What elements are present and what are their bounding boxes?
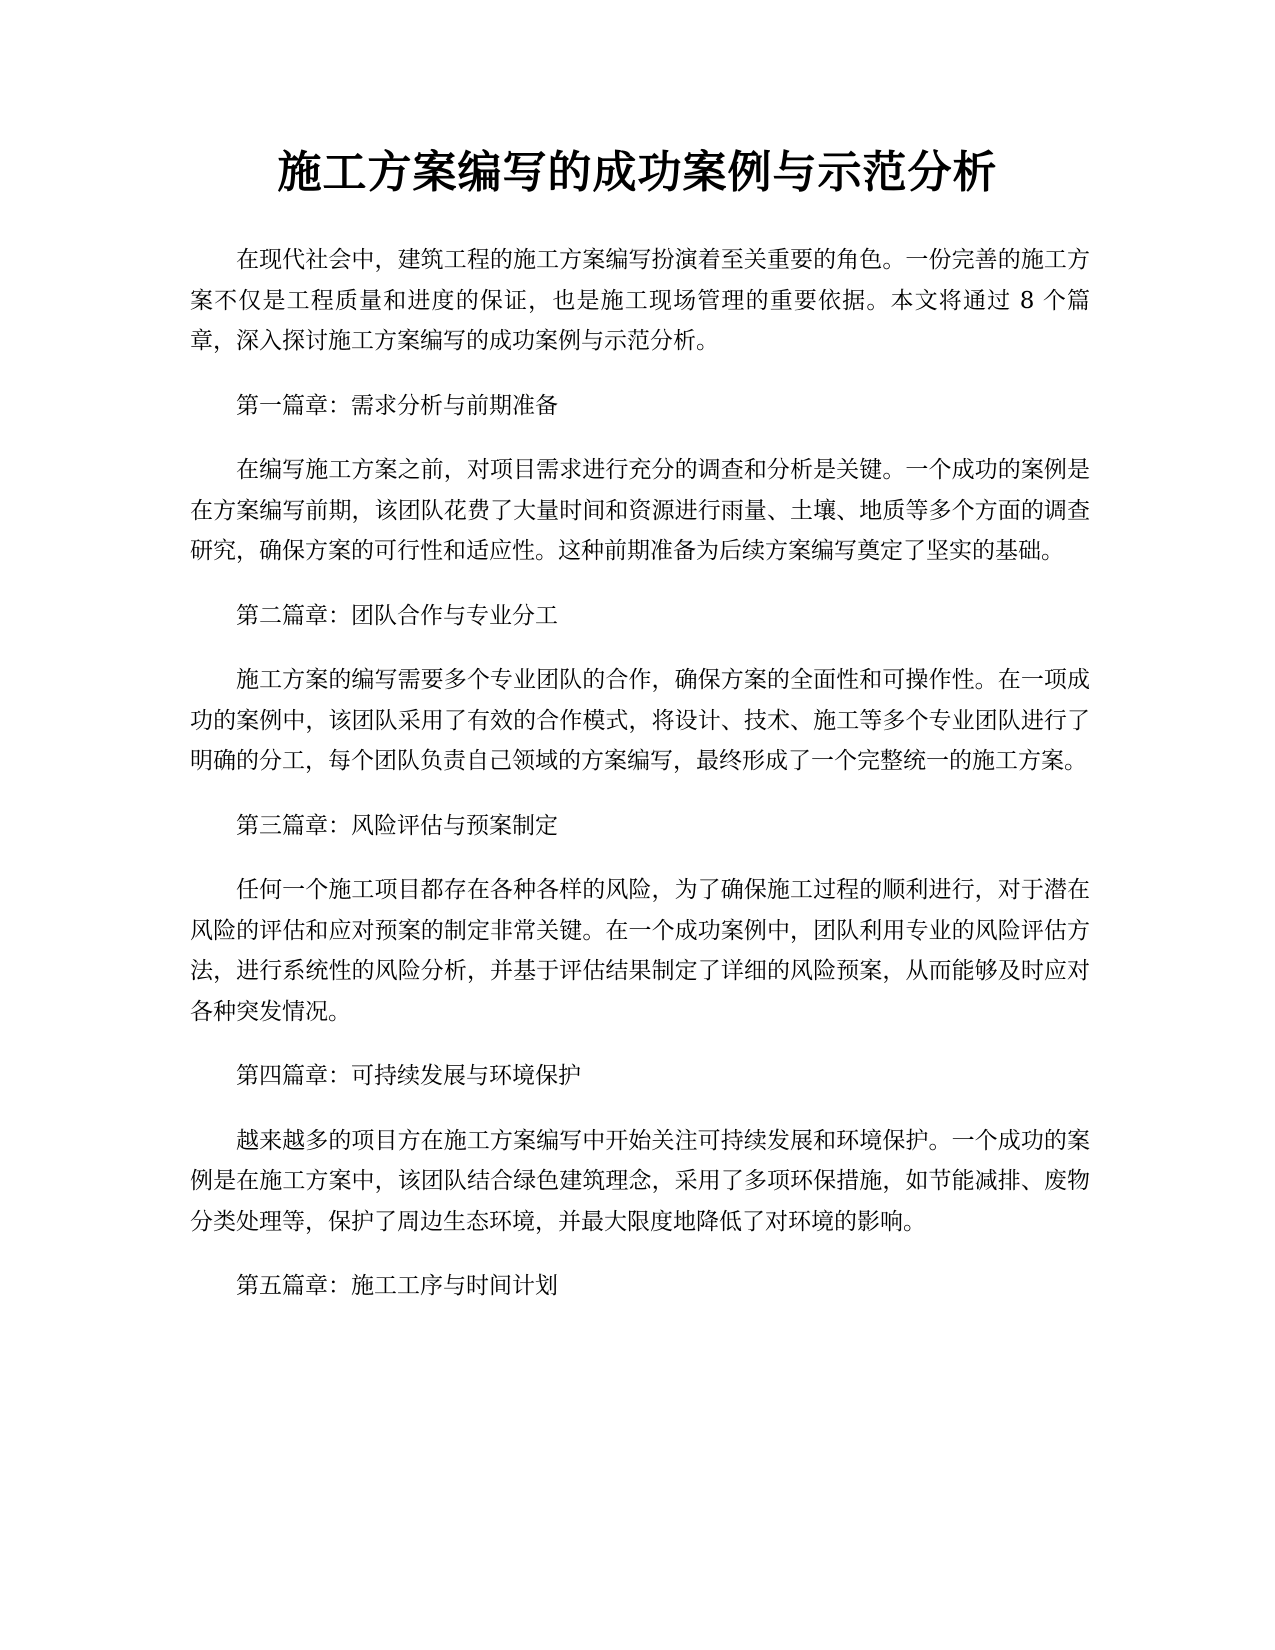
section-paragraph: 施工方案的编写需要多个专业团队的合作，确保方案的全面性和可操作性。在一项成功的案例中，该团队采用了有效的合作模式，将设计、技术、施工等多个专业团队进行了明确的分工，每个团队负责自己领域的方案编写，最终形成了一个完整统一的施工方案。 [190, 667, 1090, 774]
section-heading: 第四篇章：可持续发展与环境保护 [236, 1063, 581, 1089]
section-heading: 第一篇章：需求分析与前期准备 [236, 392, 558, 419]
document-title: 施工方案编写的成功案例与示范分析 [277, 147, 998, 198]
section-heading: 第三篇章：风险评估与预案制定 [236, 812, 558, 839]
section-paragraph: 在编写施工方案之前，对项目需求进行充分的调查和分析是关键。一个成功的案例是在方案编写前期，该团队花费了大量时间和资源进行雨量、土壤、地质等多个方面的调查研究，确保方案的可行性和适应性。这种前期准备为后续方案编写奠定了坚实的基础。 [190, 457, 1090, 564]
document-body [190, 240, 1090, 1331]
intro-paragraph: 在现代社会中，建筑工程的施工方案编写扮演着至关重要的角色。一份完善的施工方案不仅是工程质量和进度的保证，也是施工现场管理的重要依据。本文将通过 8 个篇章，深入探讨施工方案编写的成功案例与示范分析。 [190, 247, 1090, 354]
section-heading: 第二篇章：团队合作与专业分工 [236, 602, 558, 629]
section-paragraph: 越来越多的项目方在施工方案编写中开始关注可持续发展和环境保护。一个成功的案例是在施工方案中，该团队结合绿色建筑理念，采用了多项环保措施，如节能减排、废物分类处理等，保护了周边生态环境，并最大限度地降低了对环境的影响。 [190, 1127, 1090, 1235]
section-paragraph: 任何一个施工项目都存在各种各样的风险，为了确保施工过程的顺利进行，对于潜在风险的评估和应对预案的制定非常关键。在一个成功案例中，团队利用专业的风险评估方法，进行系统性的风险分析，并基于评估结果制定了详细的风险预案，从而能够及时应对各种突发情况。 [190, 877, 1090, 1025]
section-heading: 第五篇章：施工工序与时间计划 [236, 1273, 558, 1299]
